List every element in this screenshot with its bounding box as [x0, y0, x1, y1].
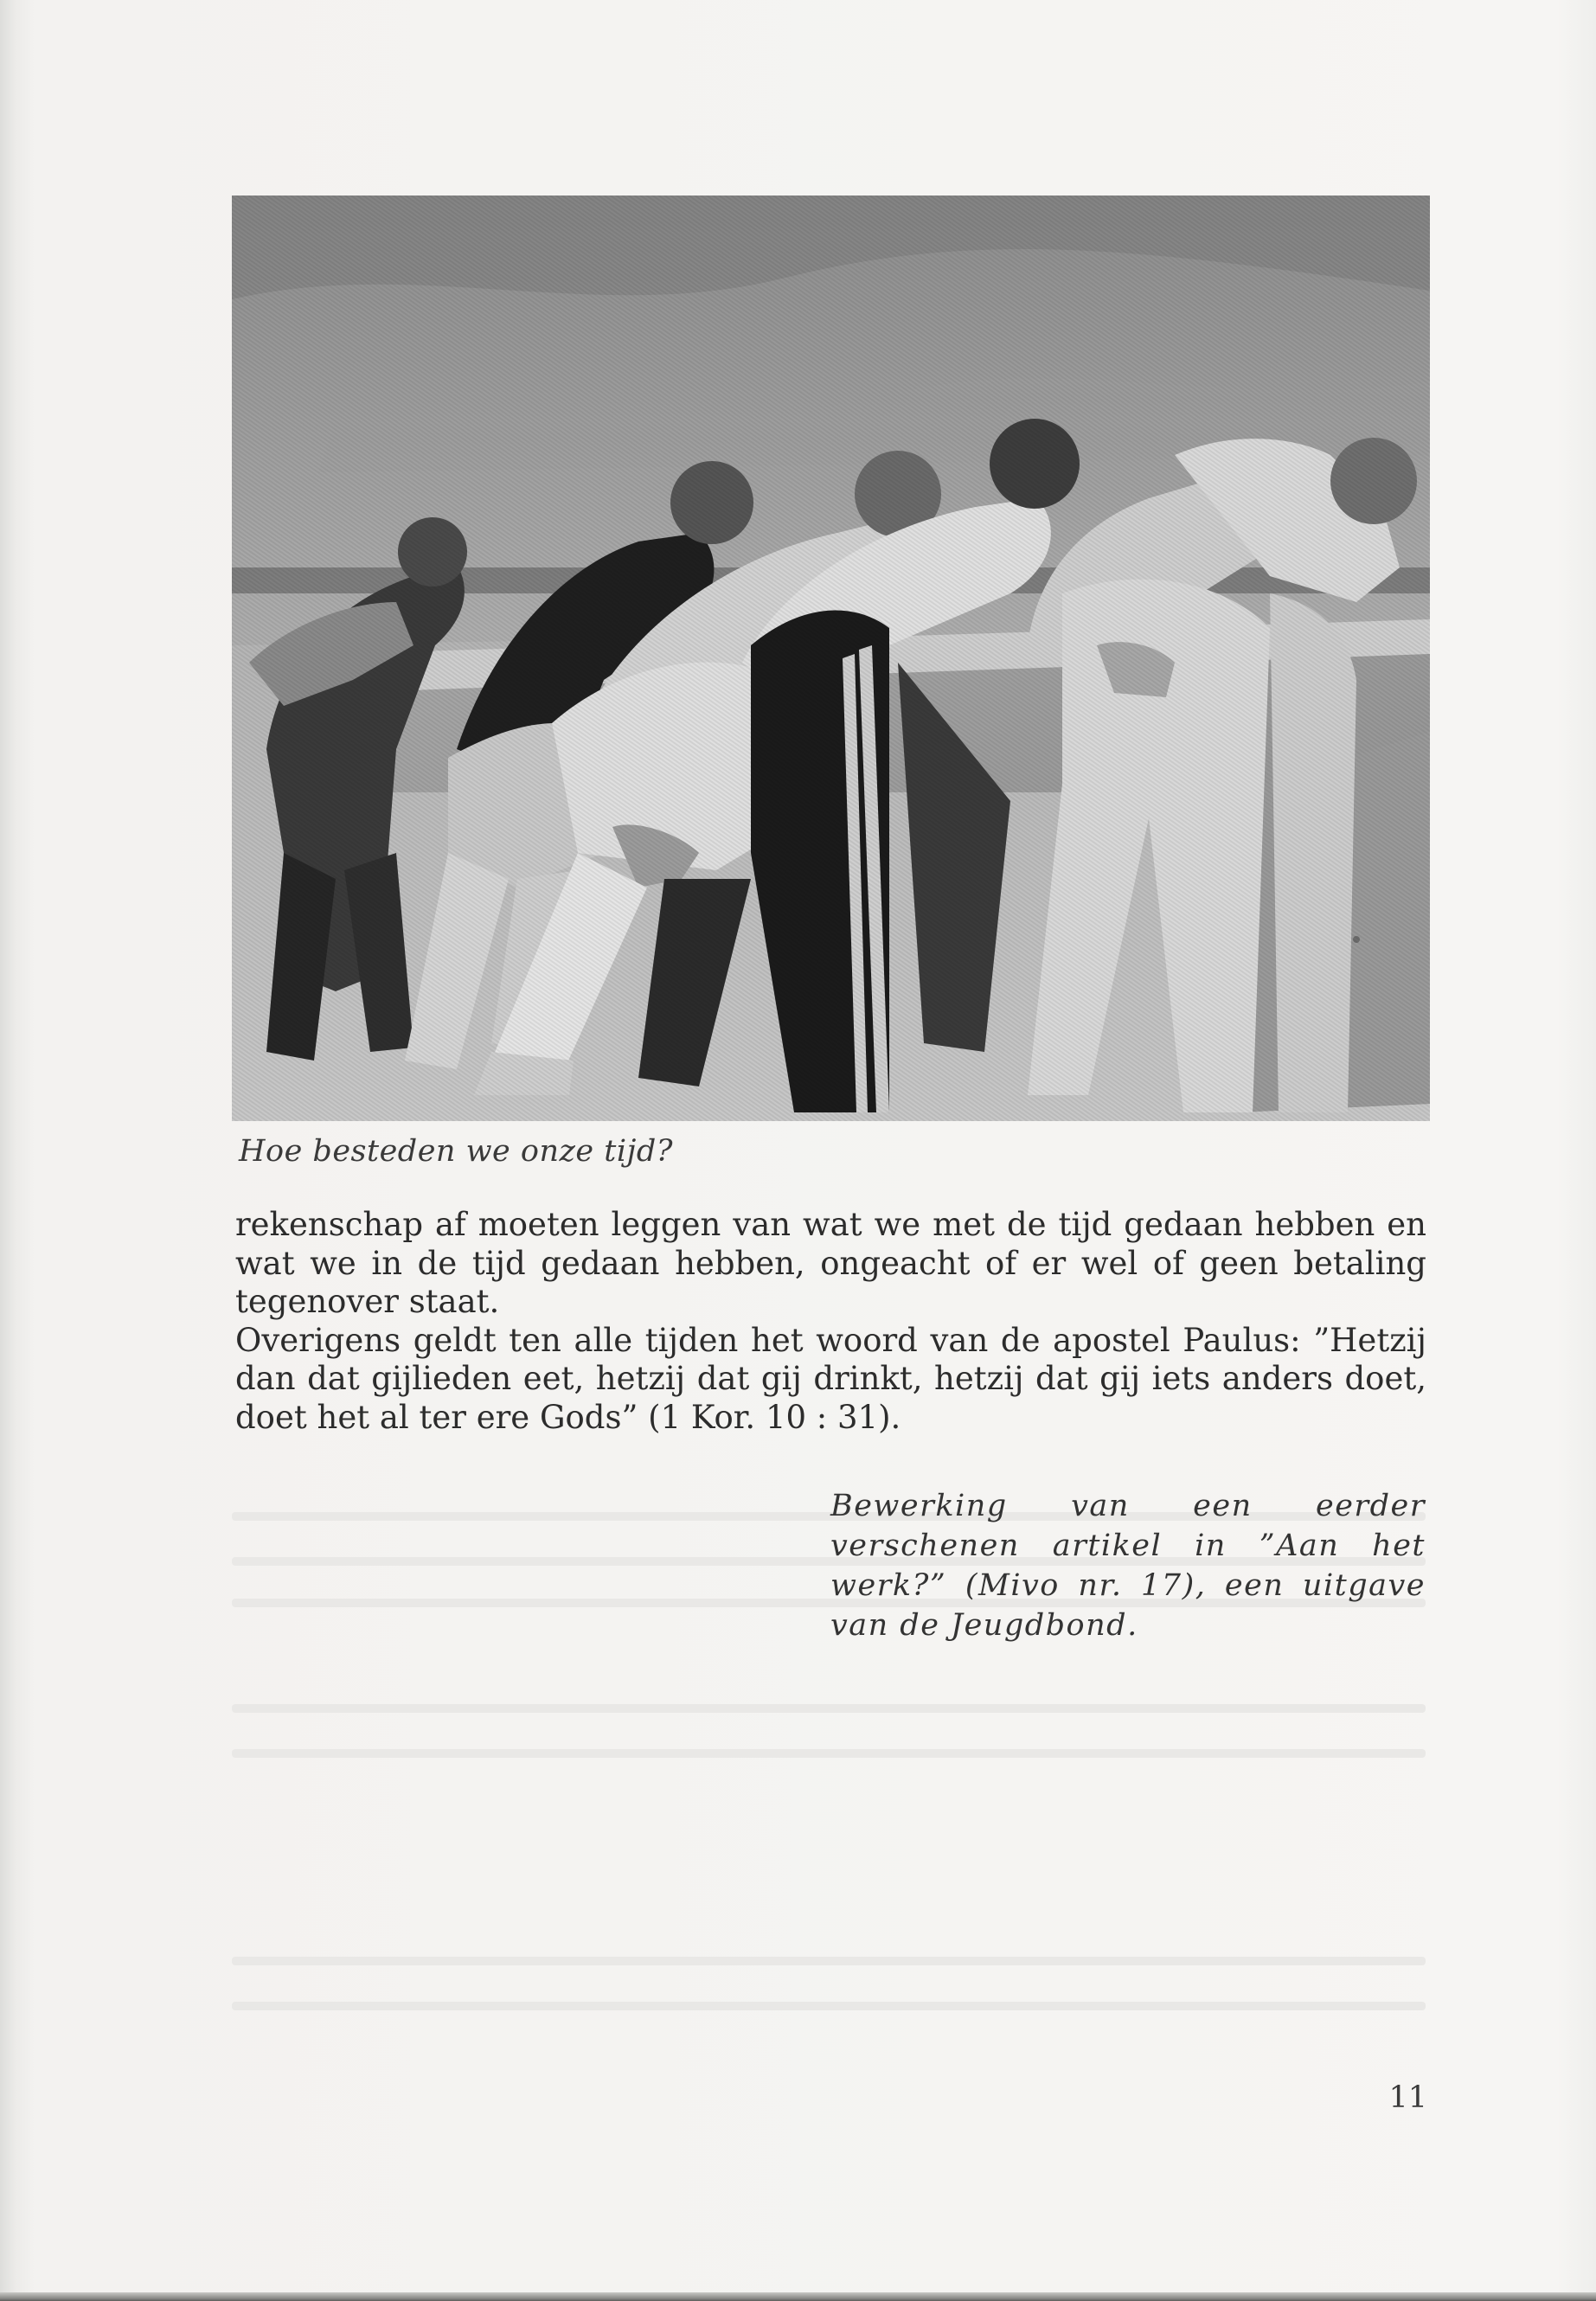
paragraph-2: Overigens geldt ten alle tijden het woord van de apostel Paulus: ”Hetzij dan dat gijlieden eet, hetzij dat gij drinkt, hetzij dat gij iets anders doet, doet het al ter ere Gods” (1 Kor. 10 : 31).	[235, 1321, 1426, 1436]
body-text	[235, 1206, 1426, 1437]
show-through-shadow	[232, 2002, 1426, 2010]
paragraph-1: rekenschap af moeten leggen van wat we met de tijd gedaan hebben en wat we in de tijd gedaan hebben, ongeacht of er wel of geen betaling tegenover staat.	[235, 1206, 1426, 1320]
page-number: 11	[1388, 2080, 1427, 2115]
show-through-shadow	[232, 1704, 1426, 1713]
source-note: Bewerking van een eerder verschenen artikel in ”Aan het werk?” (Mivo nr. 17), een uitgave van de Jeugdbond.	[830, 1489, 1426, 1643]
page-edge	[0, 2292, 1596, 2301]
photo-young-men-leaning-over-wall	[232, 195, 1430, 1121]
show-through-shadow	[232, 1957, 1426, 1965]
photo-illustration	[232, 195, 1430, 1121]
show-through-shadow	[232, 1749, 1426, 1758]
photo-caption: Hoe besteden we onze tijd?	[239, 1134, 674, 1169]
